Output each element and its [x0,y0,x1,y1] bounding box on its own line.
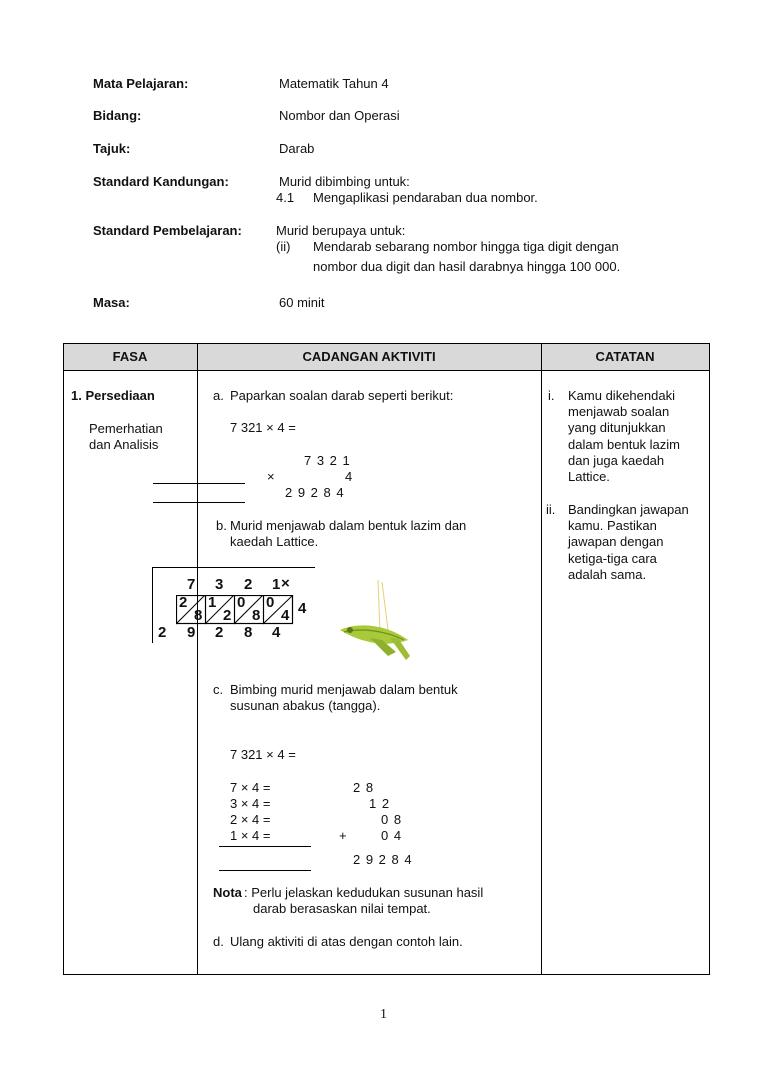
lattice-top-digit: 3 [215,576,224,593]
lattice-cell-tens: 0 [266,594,275,611]
answer-blank-line-1 [153,483,245,484]
standard-kandungan-text: Mengaplikasi pendaraban dua nombor. [313,190,538,205]
lattice-figure [152,567,318,645]
lattice-bottom-digit: 2 [158,624,167,641]
lattice-bottom-digit: 4 [272,624,281,641]
catatan-i-line: menjawab soalan [568,404,670,419]
table-right-border [709,343,710,974]
lattice-cell-ones: 8 [252,607,261,624]
value-bidang: Nombor dan Operasi [279,108,400,123]
table-header-bottom-border [63,370,710,371]
sum-blank-line-1 [219,846,311,847]
activity-a-text: Paparkan soalan darab seperti berikut: [230,388,454,403]
activity-a-question: 7 321 × 4 = [230,420,296,435]
lattice-cell-tens: 0 [237,594,246,611]
step-expression: 2 × 4 = [230,812,271,827]
activity-d-marker: d. [213,934,224,949]
fasa-sub-1: Pemerhatian [89,421,163,436]
lattice-frame-top [152,567,315,568]
step-expression: 3 × 4 = [230,796,271,811]
activity-b-marker: b. [216,518,227,533]
value-mata-pelajaran: Matematik Tahun 4 [279,76,389,91]
lattice-top-digit: 2 [244,576,253,593]
nota-line-1: : Perlu jelaskan kedudukan susunan hasil [244,885,484,900]
label-bidang: Bidang: [93,108,142,123]
activity-a-marker: a. [213,388,224,403]
lattice-top-digit: 1 [272,576,281,593]
activity-b-line-1: Murid menjawab dalam bentuk lazim dan [230,518,467,533]
catatan-ii-line: ketiga-tiga cara [568,551,657,566]
lattice-cell-ones: 2 [223,607,232,624]
header-fasa: FASA [112,349,148,364]
catatan-i-line: dalam bentuk lazim [568,437,680,452]
label-standard-kandungan: Standard Kandungan: [93,174,229,189]
activity-c-question: 7 321 × 4 = [230,747,296,762]
catatan-i-marker: i. [548,388,555,403]
table-divider-1 [197,343,198,974]
lattice-frame-left [152,567,153,643]
step-value: 1 2 [369,796,391,811]
activity-c-marker: c. [213,682,224,697]
lattice-times-sign: × [281,575,290,592]
activity-c-line-2: susunan abakus (tangga). [230,698,381,713]
page-number: 1 [380,1007,387,1022]
activity-a-row1: 7 3 2 1 [304,453,351,468]
standard-pembelajaran-text-2: nombor dua digit dan hasil darabnya hingga 100 000. [313,259,621,274]
activity-c-line-1: Bimbing murid menjawab dalam bentuk [230,682,458,697]
lattice-bottom-digit: 9 [187,624,196,641]
header-cadangan-aktiviti: CADANGAN AKTIVITI [302,349,436,364]
lattice-top-digit: 7 [187,576,196,593]
catatan-ii-line: Bandingkan jawapan [568,502,689,517]
header-catatan: CATATAN [595,349,655,364]
catatan-i-line: Kamu dikehendaki [568,388,675,403]
table-left-border [63,343,64,974]
standard-pembelajaran-number: (ii) [276,239,291,254]
label-masa: Masa: [93,295,130,310]
lattice-cell-tens: 1 [208,594,217,611]
step-value: 2 8 [353,780,375,795]
standard-pembelajaran-text-1: Mendarab sebarang nombor hingga tiga digit dengan [313,239,619,254]
lattice-bottom-digit: 8 [244,624,253,641]
nota-line-2: darab berasaskan nilai tempat. [253,901,431,916]
standard-pembelajaran-intro: Murid berupaya untuk: [276,223,406,238]
fasa-title: 1. Persediaan [71,388,155,403]
lattice-cell-tens: 2 [179,594,188,611]
lattice-multiplier: 4 [298,600,307,617]
activity-a-times: × [267,469,275,484]
nota-label: Nota [213,885,242,900]
activity-a-row2: 4 [345,469,353,484]
value-tajuk: Darab [279,141,315,156]
activity-b-line-2: kaedah Lattice. [230,534,319,549]
value-masa: 60 minit [279,295,325,310]
sum-total: 2 9 2 8 4 [353,852,413,867]
grasshopper-clipart [330,580,416,666]
label-standard-pembelajaran: Standard Pembelajaran: [93,223,242,238]
table-bottom-border [63,974,710,975]
catatan-ii-line: adalah sama. [568,567,647,582]
step-value: 0 4 [381,828,403,843]
catatan-ii-marker: ii. [546,502,556,517]
label-tajuk: Tajuk: [93,141,131,156]
standard-kandungan-intro: Murid dibimbing untuk: [279,174,410,189]
catatan-i-line: Lattice. [568,469,610,484]
standard-kandungan-number: 4.1 [276,190,295,205]
catatan-i-line: yang ditunjukkan [568,420,666,435]
step-expression: 1 × 4 = [230,828,271,843]
sum-blank-line-2 [219,870,311,871]
catatan-ii-line: kamu. Pastikan [568,518,657,533]
catatan-ii-line: jawapan dengan [568,534,664,549]
step-expression: 7 × 4 = [230,780,271,795]
plus-sign: + [339,828,347,843]
step-value: 0 8 [381,812,403,827]
catatan-i-line: dan juga kaedah [568,453,665,468]
activity-d-text: Ulang aktiviti di atas dengan contoh lain. [230,934,463,949]
table-divider-2 [541,343,542,974]
table-top-border [63,343,710,344]
answer-blank-line-2 [153,502,245,503]
label-mata-pelajaran: Mata Pelajaran: [93,76,189,91]
lattice-cell-ones: 4 [281,607,290,624]
fasa-sub-2: dan Analisis [89,437,159,452]
lattice-cell-ones: 8 [194,607,203,624]
activity-a-result: 2 9 2 8 4 [285,485,345,500]
lattice-clip-mask [309,569,318,643]
lattice-bottom-digit: 2 [215,624,224,641]
